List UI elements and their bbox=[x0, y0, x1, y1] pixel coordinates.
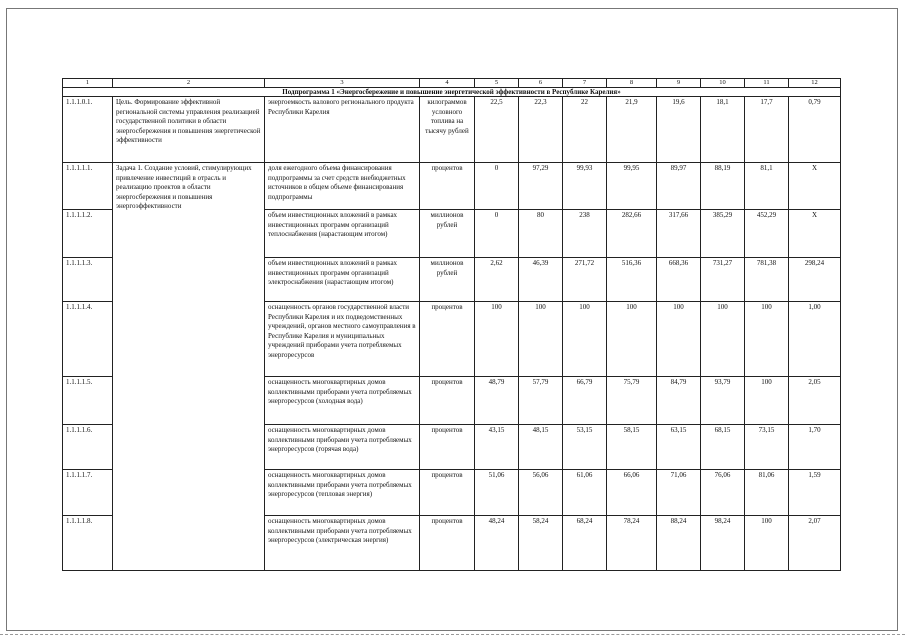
unit: миллионов рублей bbox=[420, 210, 475, 258]
indicator-name: объем инвестиционных вложений в рамках инвестиционных программ организаций электроснабжения (нарастающим итогом) bbox=[265, 258, 420, 302]
value-cell: 48,15 bbox=[519, 425, 563, 470]
page-bottom-edge bbox=[0, 634, 905, 635]
subprogram-title: Подпрограмма 1 «Энергосбережение и повышение энергетической эффективности в Республике Карелия» bbox=[63, 88, 841, 97]
value-cell: 63,15 bbox=[657, 425, 701, 470]
value-cell: 100 bbox=[475, 302, 519, 377]
value-cell: 88,24 bbox=[657, 516, 701, 571]
value-cell: 21,9 bbox=[607, 97, 657, 163]
row-code: 1.1.1.1.3. bbox=[63, 258, 113, 302]
row-code: 1.1.1.1.1. bbox=[63, 163, 113, 210]
value-cell: 385,29 bbox=[701, 210, 745, 258]
value-cell: 80 bbox=[519, 210, 563, 258]
value-cell: 22,3 bbox=[519, 97, 563, 163]
indicator-name: оснащенность многоквартирных домов коллективными приборами учета потребляемых энергоресурсов (тепловая энергия) bbox=[265, 470, 420, 516]
value-cell: 68,24 bbox=[563, 516, 607, 571]
value-cell: 98,24 bbox=[701, 516, 745, 571]
value-cell: 75,79 bbox=[607, 377, 657, 425]
unit: процентов bbox=[420, 425, 475, 470]
value-cell: 1,70 bbox=[789, 425, 841, 470]
column-number-row bbox=[63, 79, 841, 88]
indicators-table bbox=[62, 78, 841, 571]
value-cell: 100 bbox=[607, 302, 657, 377]
value-cell: 22,5 bbox=[475, 97, 519, 163]
value-cell: 317,66 bbox=[657, 210, 701, 258]
value-cell: 81,1 bbox=[745, 163, 789, 210]
column-number: 1 bbox=[63, 79, 113, 88]
value-cell: 99,93 bbox=[563, 163, 607, 210]
goal-row bbox=[63, 97, 841, 163]
value-cell: 100 bbox=[563, 302, 607, 377]
unit: процентов bbox=[420, 377, 475, 425]
row-code: 1.1.1.1.4. bbox=[63, 302, 113, 377]
column-number: 10 bbox=[701, 79, 745, 88]
value-cell: 99,95 bbox=[607, 163, 657, 210]
row-code: 1.1.1.0.1. bbox=[63, 97, 113, 163]
value-cell: 76,06 bbox=[701, 470, 745, 516]
value-cell: 100 bbox=[657, 302, 701, 377]
column-number: 6 bbox=[519, 79, 563, 88]
value-cell: 781,38 bbox=[745, 258, 789, 302]
value-cell: 58,24 bbox=[519, 516, 563, 571]
value-cell: 1,00 bbox=[789, 302, 841, 377]
column-number: 9 bbox=[657, 79, 701, 88]
value-cell: 2,05 bbox=[789, 377, 841, 425]
column-number: 5 bbox=[475, 79, 519, 88]
indicator-name: оснащенность многоквартирных домов коллективными приборами учета потребляемых энергоресурсов (электрическая энергия) bbox=[265, 516, 420, 571]
value-cell: X bbox=[789, 210, 841, 258]
indicator-name: доля ежегодного объема финансирования подпрограммы за счет средств внебюджетных источников в общем объеме финансирования подпрограммы bbox=[265, 163, 420, 210]
value-cell: 271,72 bbox=[563, 258, 607, 302]
value-cell: 43,15 bbox=[475, 425, 519, 470]
row-code: 1.1.1.1.5. bbox=[63, 377, 113, 425]
value-cell: 57,79 bbox=[519, 377, 563, 425]
value-cell: 731,27 bbox=[701, 258, 745, 302]
value-cell: 100 bbox=[519, 302, 563, 377]
column-number: 7 bbox=[563, 79, 607, 88]
unit: процентов bbox=[420, 302, 475, 377]
value-cell: 0,79 bbox=[789, 97, 841, 163]
column-number: 3 bbox=[265, 79, 420, 88]
unit: килограммов условного топлива на тысячу рублей bbox=[420, 97, 475, 163]
value-cell: 22 bbox=[563, 97, 607, 163]
unit: миллионов рублей bbox=[420, 258, 475, 302]
value-cell: 100 bbox=[745, 302, 789, 377]
goal-text: Цель. Формирование эффективной региональной системы управления реализацией государственной политики в области энергосбережения и повышения энергетической эффективности bbox=[113, 97, 265, 163]
value-cell: 18,1 bbox=[701, 97, 745, 163]
value-cell: 97,29 bbox=[519, 163, 563, 210]
value-cell: 81,06 bbox=[745, 470, 789, 516]
value-cell: 61,06 bbox=[563, 470, 607, 516]
column-number: 4 bbox=[420, 79, 475, 88]
value-cell: 89,97 bbox=[657, 163, 701, 210]
value-cell: X bbox=[789, 163, 841, 210]
row-code: 1.1.1.1.8. bbox=[63, 516, 113, 571]
value-cell: 1,59 bbox=[789, 470, 841, 516]
value-cell: 88,19 bbox=[701, 163, 745, 210]
value-cell: 2,07 bbox=[789, 516, 841, 571]
indicator-row bbox=[63, 163, 841, 210]
value-cell: 516,36 bbox=[607, 258, 657, 302]
row-code: 1.1.1.1.2. bbox=[63, 210, 113, 258]
value-cell: 58,15 bbox=[607, 425, 657, 470]
value-cell: 238 bbox=[563, 210, 607, 258]
value-cell: 100 bbox=[701, 302, 745, 377]
value-cell: 0 bbox=[475, 210, 519, 258]
indicator-name: энергоемкость валового регионального продукта Республики Карелия bbox=[265, 97, 420, 163]
value-cell: 66,79 bbox=[563, 377, 607, 425]
value-cell: 100 bbox=[745, 377, 789, 425]
value-cell: 66,06 bbox=[607, 470, 657, 516]
value-cell: 298,24 bbox=[789, 258, 841, 302]
indicator-name: оснащенность многоквартирных домов коллективными приборами учета потребляемых энергоресурсов (горячая вода) bbox=[265, 425, 420, 470]
value-cell: 48,79 bbox=[475, 377, 519, 425]
value-cell: 0 bbox=[475, 163, 519, 210]
value-cell: 93,79 bbox=[701, 377, 745, 425]
value-cell: 51,06 bbox=[475, 470, 519, 516]
column-number: 2 bbox=[113, 79, 265, 88]
value-cell: 17,7 bbox=[745, 97, 789, 163]
value-cell: 46,39 bbox=[519, 258, 563, 302]
value-cell: 452,29 bbox=[745, 210, 789, 258]
indicator-name: оснащенность многоквартирных домов коллективными приборами учета потребляемых энергоресурсов (холодная вода) bbox=[265, 377, 420, 425]
unit: процентов bbox=[420, 516, 475, 571]
indicator-name: объем инвестиционных вложений в рамках инвестиционных программ организаций теплоснабжения (нарастающим итогом) bbox=[265, 210, 420, 258]
column-number: 12 bbox=[789, 79, 841, 88]
value-cell: 668,36 bbox=[657, 258, 701, 302]
value-cell: 282,66 bbox=[607, 210, 657, 258]
value-cell: 84,79 bbox=[657, 377, 701, 425]
unit: процентов bbox=[420, 470, 475, 516]
indicator-name: оснащенность органов государственной власти Республики Карелия и их подведомственных учреждений, органов местного самоуправления в Республике Карелия и муниципальных учреждений приборами учета потребляемых энергоресурсов bbox=[265, 302, 420, 377]
value-cell: 19,6 bbox=[657, 97, 701, 163]
subprogram-title-row bbox=[63, 88, 841, 97]
row-code: 1.1.1.1.7. bbox=[63, 470, 113, 516]
value-cell: 100 bbox=[745, 516, 789, 571]
column-number: 11 bbox=[745, 79, 789, 88]
value-cell: 2,62 bbox=[475, 258, 519, 302]
unit: процентов bbox=[420, 163, 475, 210]
task-text: Задача 1. Создание условий, стимулирующих привлечение инвестиций в отрасль и реализацию проектов в области энергосбережения и повышения энергоэффективности bbox=[113, 163, 265, 571]
value-cell: 71,06 bbox=[657, 470, 701, 516]
value-cell: 78,24 bbox=[607, 516, 657, 571]
value-cell: 48,24 bbox=[475, 516, 519, 571]
column-number: 8 bbox=[607, 79, 657, 88]
row-code: 1.1.1.1.6. bbox=[63, 425, 113, 470]
value-cell: 68,15 bbox=[701, 425, 745, 470]
value-cell: 73,15 bbox=[745, 425, 789, 470]
value-cell: 53,15 bbox=[563, 425, 607, 470]
value-cell: 56,06 bbox=[519, 470, 563, 516]
